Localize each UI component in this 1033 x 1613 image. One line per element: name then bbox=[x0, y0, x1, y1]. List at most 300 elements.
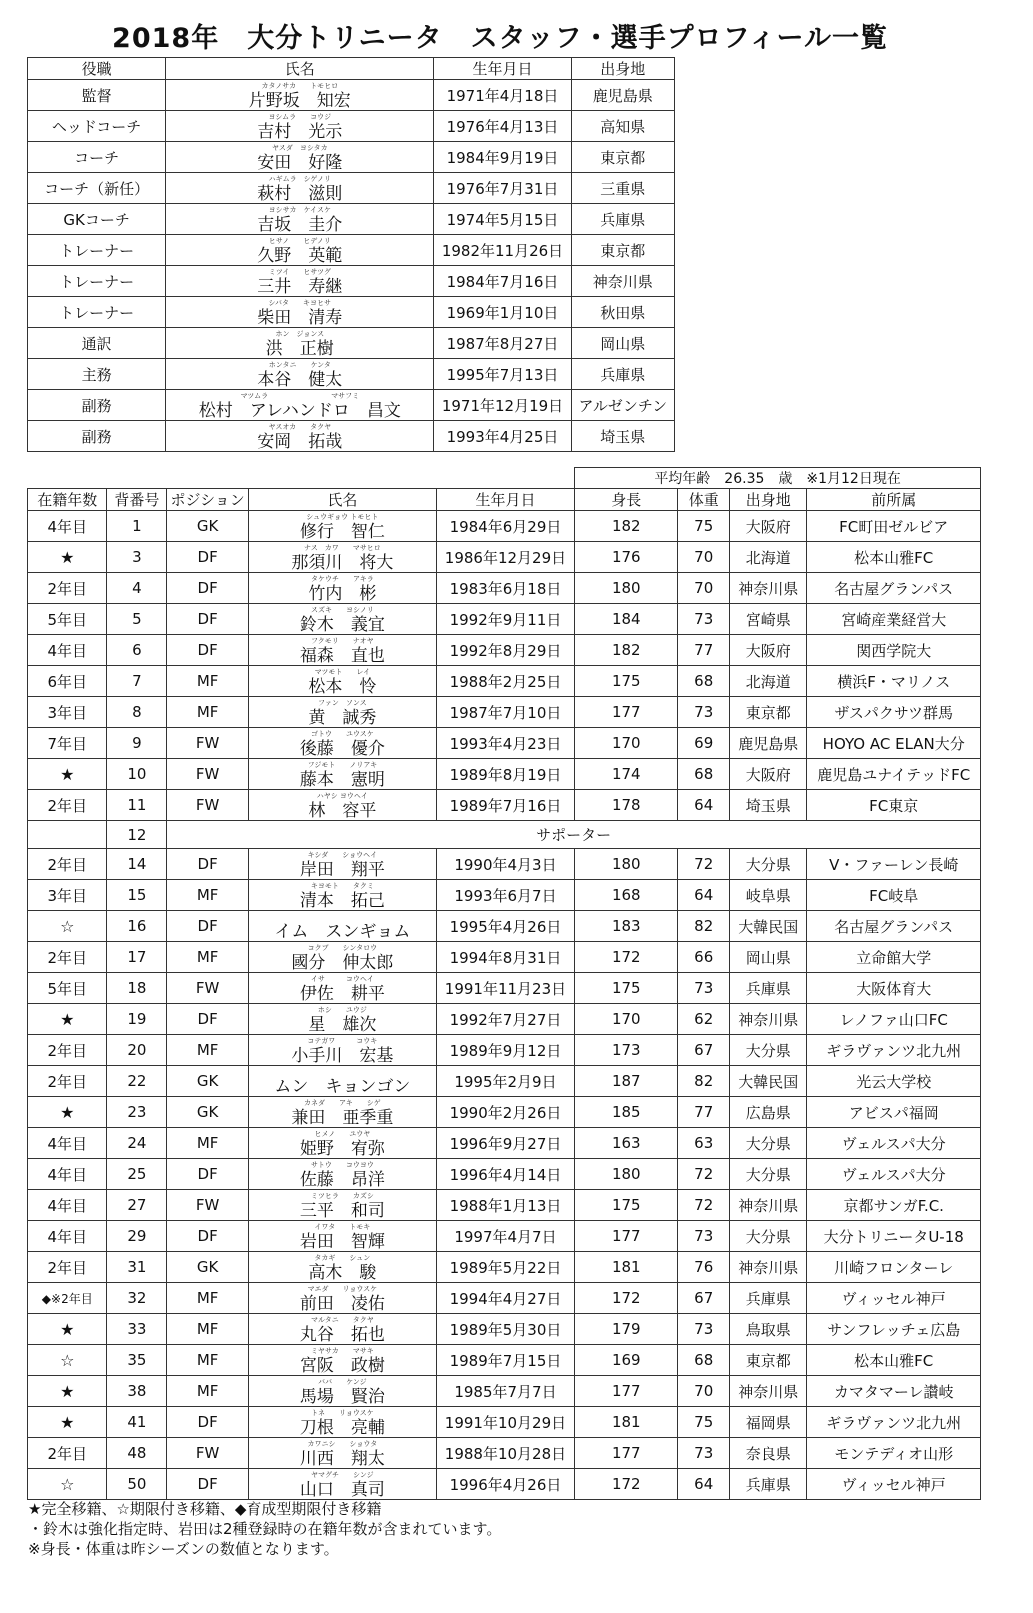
name-text: 星 雄次 bbox=[308, 1014, 377, 1035]
weight-cell: 67 bbox=[678, 1035, 730, 1066]
birthdate-cell: 1974年5月15日 bbox=[434, 204, 571, 235]
tenure-cell bbox=[28, 821, 107, 849]
name-cell bbox=[248, 542, 436, 573]
hometown-cell: アルゼンチン bbox=[571, 390, 674, 421]
height-cell: 180 bbox=[575, 1159, 678, 1190]
player-row bbox=[28, 973, 981, 1004]
name-text: 川西 翔太 bbox=[299, 1448, 385, 1469]
number-cell: 3 bbox=[107, 542, 167, 573]
name-cell bbox=[248, 1314, 436, 1345]
hometown-cell: 広島県 bbox=[730, 1097, 807, 1128]
position-cell: DF bbox=[167, 635, 249, 666]
player-row bbox=[28, 1252, 981, 1283]
birthdate-cell: 1996年4月26日 bbox=[436, 1469, 574, 1500]
height-cell: 179 bbox=[575, 1314, 678, 1345]
name-text: 宮阪 政樹 bbox=[299, 1355, 385, 1376]
name-cell bbox=[166, 359, 434, 390]
weight-cell: 64 bbox=[678, 790, 730, 821]
position-cell: MF bbox=[167, 1128, 249, 1159]
hometown-cell: 兵庫県 bbox=[571, 359, 674, 390]
name-cell bbox=[248, 1190, 436, 1221]
position-cell: FW bbox=[167, 973, 249, 1004]
birthdate-cell: 1990年2月26日 bbox=[436, 1097, 574, 1128]
player-row bbox=[28, 911, 981, 942]
birthdate-cell: 1992年8月29日 bbox=[436, 635, 574, 666]
name-reading: マルタニ タクヤ bbox=[310, 1316, 374, 1324]
number-cell: 16 bbox=[107, 911, 167, 942]
previous-club-cell: 宮崎産業経営大 bbox=[807, 604, 981, 635]
hometown-cell: 大分県 bbox=[730, 1128, 807, 1159]
previous-club-cell: カマタマーレ讃岐 bbox=[807, 1376, 981, 1407]
footnotes bbox=[28, 1499, 501, 1559]
number-cell: 23 bbox=[107, 1097, 167, 1128]
name-cell bbox=[166, 421, 434, 452]
number-cell: 17 bbox=[107, 942, 167, 973]
tenure-cell: 4年目 bbox=[28, 1190, 107, 1221]
hometown-cell: 大韓民国 bbox=[730, 1066, 807, 1097]
tenure-cell: 3年目 bbox=[28, 697, 107, 728]
role-cell: 副務 bbox=[28, 390, 166, 421]
name-cell bbox=[248, 1066, 436, 1097]
previous-club-cell: 鹿児島ユナイテッドFC bbox=[807, 759, 981, 790]
height-cell: 177 bbox=[575, 1438, 678, 1469]
birthdate-cell: 1984年9月19日 bbox=[434, 142, 571, 173]
hometown-cell: 宮崎県 bbox=[730, 604, 807, 635]
hometown-cell: 大分県 bbox=[730, 849, 807, 880]
player-row bbox=[28, 1190, 981, 1221]
name-reading: サトウ コウヨウ bbox=[310, 1161, 374, 1169]
hometown-cell: 神奈川県 bbox=[571, 266, 674, 297]
previous-club-cell: 名古屋グランパス bbox=[807, 573, 981, 604]
number-cell: 22 bbox=[107, 1066, 167, 1097]
name-reading: カタノサカ トモヒロ bbox=[261, 82, 339, 90]
name-cell bbox=[248, 1469, 436, 1500]
name-text: イム スンギョム bbox=[274, 922, 411, 942]
height-cell: 180 bbox=[575, 849, 678, 880]
tenure-cell: ★ bbox=[28, 542, 107, 573]
hometown-cell: 東京都 bbox=[730, 1345, 807, 1376]
name-text: 岩田 智輝 bbox=[299, 1231, 385, 1252]
previous-club-cell: 横浜F・マリノス bbox=[807, 666, 981, 697]
name-cell bbox=[248, 973, 436, 1004]
name-text: 安岡 拓哉 bbox=[257, 431, 343, 452]
hometown-cell: 埼玉県 bbox=[730, 790, 807, 821]
birthdate-cell: 1989年5月30日 bbox=[436, 1314, 574, 1345]
hometown-cell: 岐阜県 bbox=[730, 880, 807, 911]
name-reading: キシダ ショウヘイ bbox=[307, 851, 378, 859]
player-header-cell: 出身地 bbox=[730, 489, 807, 511]
height-cell: 177 bbox=[575, 1376, 678, 1407]
staff-row bbox=[28, 235, 675, 266]
staff-row bbox=[28, 359, 675, 390]
birthdate-cell: 1996年9月27日 bbox=[436, 1128, 574, 1159]
name-reading: ヤスオカ タクヤ bbox=[268, 423, 332, 431]
role-cell: トレーナー bbox=[28, 266, 166, 297]
tenure-cell: ★ bbox=[28, 1407, 107, 1438]
name-reading: ナス カワ マサヒロ bbox=[303, 544, 381, 552]
name-reading: タカギ シュン bbox=[314, 1254, 371, 1262]
role-cell: トレーナー bbox=[28, 297, 166, 328]
height-cell: 176 bbox=[575, 542, 678, 573]
number-cell: 6 bbox=[107, 635, 167, 666]
name-cell bbox=[248, 759, 436, 790]
birthdate-cell: 1992年9月11日 bbox=[436, 604, 574, 635]
role-cell: GKコーチ bbox=[28, 204, 166, 235]
name-text: 藤本 憲明 bbox=[299, 769, 385, 790]
weight-cell: 75 bbox=[678, 511, 730, 542]
name-cell bbox=[248, 697, 436, 728]
birthdate-cell: 1986年12月29日 bbox=[436, 542, 574, 573]
tenure-cell: 2年目 bbox=[28, 1438, 107, 1469]
player-row bbox=[28, 1345, 981, 1376]
name-cell bbox=[248, 790, 436, 821]
hometown-cell: 東京都 bbox=[571, 142, 674, 173]
name-cell bbox=[248, 1283, 436, 1314]
tenure-cell: 7年目 bbox=[28, 728, 107, 759]
birthdate-cell: 1996年4月14日 bbox=[436, 1159, 574, 1190]
name-cell bbox=[248, 1345, 436, 1376]
name-text: 三井 寿継 bbox=[257, 276, 343, 297]
name-reading: キヨモト タクミ bbox=[310, 882, 374, 890]
name-reading: コクブ シンタロウ bbox=[307, 944, 378, 952]
position-cell: GK bbox=[167, 511, 249, 542]
position-cell: DF bbox=[167, 604, 249, 635]
name-cell bbox=[166, 173, 434, 204]
position-cell: FW bbox=[167, 1190, 249, 1221]
number-cell: 4 bbox=[107, 573, 167, 604]
name-reading: カネダ アキ シゲ bbox=[304, 1099, 381, 1107]
supporter-cell: サポーター bbox=[167, 821, 981, 849]
tenure-cell: ☆ bbox=[28, 1469, 107, 1500]
birthdate-cell: 1995年4月26日 bbox=[436, 911, 574, 942]
tenure-cell: 4年目 bbox=[28, 635, 107, 666]
staff-row bbox=[28, 266, 675, 297]
player-table bbox=[27, 467, 981, 1500]
staff-row bbox=[28, 204, 675, 235]
number-cell: 19 bbox=[107, 1004, 167, 1035]
hometown-cell: 鳥取県 bbox=[730, 1314, 807, 1345]
hometown-cell: 大韓民国 bbox=[730, 911, 807, 942]
number-cell: 29 bbox=[107, 1221, 167, 1252]
name-text: 吉村 光示 bbox=[257, 121, 343, 142]
name-reading: ヤスダ ヨシタカ bbox=[272, 144, 328, 152]
weight-cell: 72 bbox=[678, 849, 730, 880]
name-text: 安田 好隆 bbox=[257, 152, 343, 173]
name-reading: シバタ キヨヒサ bbox=[268, 299, 332, 307]
name-text: 那須川 将大 bbox=[291, 552, 394, 573]
tenure-cell: 2年目 bbox=[28, 790, 107, 821]
average-age-row bbox=[28, 468, 981, 489]
name-text: 國分 伸太郎 bbox=[291, 952, 394, 973]
name-cell bbox=[248, 511, 436, 542]
hometown-cell: 埼玉県 bbox=[571, 421, 674, 452]
tenure-cell: ★ bbox=[28, 759, 107, 790]
name-cell bbox=[248, 942, 436, 973]
player-row bbox=[28, 635, 981, 666]
birthdate-cell: 1989年9月12日 bbox=[436, 1035, 574, 1066]
player-row bbox=[28, 849, 981, 880]
number-cell: 18 bbox=[107, 973, 167, 1004]
tenure-cell: 6年目 bbox=[28, 666, 107, 697]
previous-club-cell: 大阪体育大 bbox=[807, 973, 981, 1004]
position-cell: DF bbox=[167, 1407, 249, 1438]
staff-row bbox=[28, 297, 675, 328]
position-cell: GK bbox=[167, 1097, 249, 1128]
birthdate-cell: 1994年8月31日 bbox=[436, 942, 574, 973]
footnote-tenure: ・鈴木は強化指定時、岩田は2種登録時の在籍年数が含まれています。 bbox=[28, 1520, 502, 1538]
player-row bbox=[28, 1407, 981, 1438]
name-reading: マツモト レイ bbox=[314, 668, 371, 676]
weight-cell: 70 bbox=[678, 573, 730, 604]
name-cell bbox=[166, 142, 434, 173]
name-text: 久野 英範 bbox=[257, 245, 343, 266]
name-text: 竹内 彬 bbox=[308, 583, 377, 604]
name-text: 馬場 賢治 bbox=[299, 1386, 385, 1407]
name-reading: トネ リョウスケ bbox=[311, 1409, 374, 1417]
hometown-cell: 北海道 bbox=[730, 666, 807, 697]
name-cell bbox=[248, 573, 436, 604]
birthdate-cell: 1997年4月7日 bbox=[436, 1221, 574, 1252]
player-row bbox=[28, 697, 981, 728]
name-reading: ホン ジョンス bbox=[275, 330, 325, 338]
number-cell: 7 bbox=[107, 666, 167, 697]
hometown-cell: 大阪府 bbox=[730, 635, 807, 666]
name-reading: マエダ リョウスケ bbox=[307, 1285, 378, 1293]
tenure-cell: ★ bbox=[28, 1004, 107, 1035]
position-cell: GK bbox=[167, 1066, 249, 1097]
birthdate-cell: 1985年7月7日 bbox=[436, 1376, 574, 1407]
name-reading: ヒメノ ユウヤ bbox=[314, 1130, 371, 1138]
name-reading: ヨシムラ コウジ bbox=[268, 113, 332, 121]
hometown-cell: 東京都 bbox=[730, 697, 807, 728]
number-cell: 10 bbox=[107, 759, 167, 790]
previous-club-cell: 松本山雅FC bbox=[807, 1345, 981, 1376]
position-cell: FW bbox=[167, 1438, 249, 1469]
tenure-cell: 4年目 bbox=[28, 1159, 107, 1190]
staff-row bbox=[28, 390, 675, 421]
number-cell: 48 bbox=[107, 1438, 167, 1469]
hometown-cell: 大阪府 bbox=[730, 511, 807, 542]
position-cell: FW bbox=[167, 728, 249, 759]
birthdate-cell: 1976年4月13日 bbox=[434, 111, 571, 142]
position-cell: MF bbox=[167, 1376, 249, 1407]
height-cell: 172 bbox=[575, 942, 678, 973]
role-cell: 通訳 bbox=[28, 328, 166, 359]
birthdate-cell: 1971年12月19日 bbox=[434, 390, 571, 421]
number-cell: 38 bbox=[107, 1376, 167, 1407]
position-cell: DF bbox=[167, 573, 249, 604]
name-cell bbox=[248, 1128, 436, 1159]
weight-cell: 73 bbox=[678, 1438, 730, 1469]
hometown-cell: 東京都 bbox=[571, 235, 674, 266]
height-cell: 172 bbox=[575, 1283, 678, 1314]
name-reading: ミツヒラ カズシ bbox=[310, 1192, 374, 1200]
hometown-cell: 神奈川県 bbox=[730, 573, 807, 604]
role-cell: 主務 bbox=[28, 359, 166, 390]
name-cell bbox=[166, 111, 434, 142]
name-reading: スズキ ヨシノリ bbox=[310, 606, 374, 614]
name-reading: シュウギョウ トモヒト bbox=[306, 513, 379, 521]
birthdate-cell: 1989年8月19日 bbox=[436, 759, 574, 790]
name-text: 洪 正樹 bbox=[265, 338, 334, 359]
name-text: 三平 和司 bbox=[299, 1200, 385, 1221]
staff-header-cell: 役職 bbox=[28, 58, 166, 80]
height-cell: 177 bbox=[575, 1221, 678, 1252]
weight-cell: 82 bbox=[678, 911, 730, 942]
hometown-cell: 高知県 bbox=[571, 111, 674, 142]
player-header-cell: 生年月日 bbox=[436, 489, 574, 511]
tenure-cell: ◆※2年目 bbox=[28, 1283, 107, 1314]
position-cell: DF bbox=[167, 911, 249, 942]
hometown-cell: 兵庫県 bbox=[730, 973, 807, 1004]
staff-table bbox=[27, 57, 675, 452]
player-row bbox=[28, 1221, 981, 1252]
hometown-cell: 秋田県 bbox=[571, 297, 674, 328]
birthdate-cell: 1987年8月27日 bbox=[434, 328, 571, 359]
birthdate-cell: 1971年4月18日 bbox=[434, 80, 571, 111]
previous-club-cell: ヴィッセル神戸 bbox=[807, 1283, 981, 1314]
name-reading: ヒサノ ヒデノリ bbox=[268, 237, 331, 245]
name-reading: ヨシサカ ケイスケ bbox=[268, 206, 331, 214]
name-cell bbox=[248, 1097, 436, 1128]
weight-cell: 77 bbox=[678, 1097, 730, 1128]
player-row bbox=[28, 728, 981, 759]
number-cell: 15 bbox=[107, 880, 167, 911]
height-cell: 175 bbox=[575, 973, 678, 1004]
previous-club-cell: レノファ山口FC bbox=[807, 1004, 981, 1035]
name-cell bbox=[166, 297, 434, 328]
weight-cell: 62 bbox=[678, 1004, 730, 1035]
birthdate-cell: 1969年1月10日 bbox=[434, 297, 571, 328]
staff-row bbox=[28, 173, 675, 204]
hometown-cell: 大分県 bbox=[730, 1221, 807, 1252]
player-row bbox=[28, 1097, 981, 1128]
previous-club-cell: 松本山雅FC bbox=[807, 542, 981, 573]
name-text: 修行 智仁 bbox=[299, 521, 385, 542]
player-row bbox=[28, 1376, 981, 1407]
position-cell: FW bbox=[167, 790, 249, 821]
page-title: 2018年 大分トリニータ スタッフ・選手プロフィール一覧 bbox=[112, 23, 888, 54]
previous-club-cell: ザスパクサツ群馬 bbox=[807, 697, 981, 728]
hometown-cell: 鹿児島県 bbox=[730, 728, 807, 759]
tenure-cell: ★ bbox=[28, 1314, 107, 1345]
player-row bbox=[28, 942, 981, 973]
player-header-cell: 体重 bbox=[678, 489, 730, 511]
height-cell: 182 bbox=[575, 511, 678, 542]
name-cell bbox=[248, 1221, 436, 1252]
tenure-cell: ★ bbox=[28, 1376, 107, 1407]
birthdate-cell: 1993年4月23日 bbox=[436, 728, 574, 759]
position-cell: MF bbox=[167, 697, 249, 728]
hometown-cell: 三重県 bbox=[571, 173, 674, 204]
number-cell: 1 bbox=[107, 511, 167, 542]
height-cell: 185 bbox=[575, 1097, 678, 1128]
weight-cell: 73 bbox=[678, 973, 730, 1004]
position-cell: MF bbox=[167, 942, 249, 973]
name-cell bbox=[248, 1035, 436, 1066]
weight-cell: 68 bbox=[678, 759, 730, 790]
name-text: ムン キョンゴン bbox=[274, 1077, 411, 1097]
previous-club-cell: 関西学院大 bbox=[807, 635, 981, 666]
name-text: 岸田 翔平 bbox=[299, 859, 385, 880]
name-reading: イサ コウヘイ bbox=[310, 975, 374, 983]
weight-cell: 68 bbox=[678, 1345, 730, 1376]
role-cell: トレーナー bbox=[28, 235, 166, 266]
position-cell: FW bbox=[167, 759, 249, 790]
player-header-cell: 身長 bbox=[575, 489, 678, 511]
number-cell: 11 bbox=[107, 790, 167, 821]
birthdate-cell: 1991年10月29日 bbox=[436, 1407, 574, 1438]
name-cell bbox=[248, 1407, 436, 1438]
name-reading: イワタ トモキ bbox=[314, 1223, 371, 1231]
birthdate-cell: 1993年4月25日 bbox=[434, 421, 571, 452]
hometown-cell: 大分県 bbox=[730, 1035, 807, 1066]
player-row bbox=[28, 1004, 981, 1035]
hometown-cell: 神奈川県 bbox=[730, 1190, 807, 1221]
previous-club-cell: FC岐阜 bbox=[807, 880, 981, 911]
player-row bbox=[28, 1314, 981, 1345]
number-cell: 9 bbox=[107, 728, 167, 759]
position-cell: MF bbox=[167, 1035, 249, 1066]
weight-cell: 77 bbox=[678, 635, 730, 666]
tenure-cell: 5年目 bbox=[28, 604, 107, 635]
previous-club-cell: モンテディオ山形 bbox=[807, 1438, 981, 1469]
name-text: 小手川 宏基 bbox=[291, 1045, 394, 1066]
name-reading: ババ ケンジ bbox=[318, 1378, 367, 1386]
birthdate-cell: 1993年6月7日 bbox=[436, 880, 574, 911]
birthdate-cell: 1989年7月15日 bbox=[436, 1345, 574, 1376]
tenure-cell: 4年目 bbox=[28, 1221, 107, 1252]
number-cell: 5 bbox=[107, 604, 167, 635]
name-cell bbox=[248, 635, 436, 666]
number-cell: 35 bbox=[107, 1345, 167, 1376]
hometown-cell: 兵庫県 bbox=[571, 204, 674, 235]
birthdate-cell: 1992年7月27日 bbox=[436, 1004, 574, 1035]
previous-club-cell: アビスパ福岡 bbox=[807, 1097, 981, 1128]
average-age-note: 平均年齢 26.35 歳 ※1月12日現在 bbox=[575, 468, 981, 489]
name-cell bbox=[248, 849, 436, 880]
tenure-cell: 2年目 bbox=[28, 573, 107, 604]
player-row bbox=[28, 1128, 981, 1159]
height-cell: 173 bbox=[575, 1035, 678, 1066]
name-cell bbox=[248, 1004, 436, 1035]
hometown-cell: 神奈川県 bbox=[730, 1252, 807, 1283]
hometown-cell: 神奈川県 bbox=[730, 1004, 807, 1035]
birthdate-cell: 1989年7月16日 bbox=[436, 790, 574, 821]
name-text: 林 容平 bbox=[308, 800, 377, 821]
height-cell: 175 bbox=[575, 666, 678, 697]
birthdate-cell: 1990年4月3日 bbox=[436, 849, 574, 880]
weight-cell: 82 bbox=[678, 1066, 730, 1097]
player-header-cell: 背番号 bbox=[107, 489, 167, 511]
previous-club-cell: 立命館大学 bbox=[807, 942, 981, 973]
weight-cell: 73 bbox=[678, 697, 730, 728]
name-text: 清本 拓己 bbox=[299, 890, 385, 911]
height-cell: 177 bbox=[575, 697, 678, 728]
birthdate-cell: 1991年11月23日 bbox=[436, 973, 574, 1004]
tenure-cell: 2年目 bbox=[28, 849, 107, 880]
name-reading: ハギムラ シゲノリ bbox=[268, 175, 331, 183]
previous-club-cell: 京都サンガF.C. bbox=[807, 1190, 981, 1221]
tenure-cell: 4年目 bbox=[28, 1128, 107, 1159]
previous-club-cell: ギラヴァンツ北九州 bbox=[807, 1407, 981, 1438]
birthdate-cell: 1994年4月27日 bbox=[436, 1283, 574, 1314]
previous-club-cell: 大分トリニータU-18 bbox=[807, 1221, 981, 1252]
player-row bbox=[28, 821, 981, 849]
footnote-measurements: ※身長・体重は昨シーズンの数値となります。 bbox=[28, 1540, 339, 1558]
previous-club-cell: ヴィッセル神戸 bbox=[807, 1469, 981, 1500]
birthdate-cell: 1982年11月26日 bbox=[434, 235, 571, 266]
